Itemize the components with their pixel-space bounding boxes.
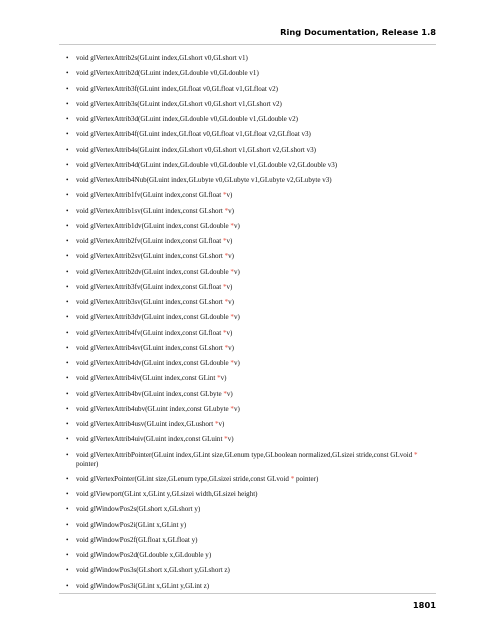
function-signature-tail: v) — [226, 191, 233, 200]
bullet-icon: • — [66, 130, 69, 139]
list-item — [66, 420, 438, 429]
list-item — [66, 85, 438, 94]
function-signature: void glVertexAttrib4usv(GLuint index,GLushort — [76, 420, 215, 428]
function-signature: void glWindowPos2i(GLint x,GLint y) — [76, 520, 187, 529]
list-item — [66, 344, 438, 353]
list-item — [66, 222, 438, 231]
function-signature: void glVertexAttrib4iv(GLuint index,const GLint — [76, 374, 218, 383]
pointer-asterisk: * — [230, 221, 234, 230]
list-item — [66, 130, 438, 139]
bullet-icon: • — [66, 237, 69, 245]
function-signature-tail: v) — [228, 252, 234, 261]
function-signature: void glVertexAttrib1fv(GLuint index,const GLfloat — [76, 191, 223, 200]
function-signature: void glWindowPos3i(GLint x,GLint y,GLint z) — [76, 581, 210, 590]
function-signature-tail: v) — [226, 389, 233, 398]
function-signature: void glVertexPointer(GLint size,GLenum type,GLsizei stride,const GLvoid — [76, 474, 291, 483]
function-signature: void glVertexAttrib4dv(GLuint index,const GLdouble — [76, 359, 231, 367]
list-item — [66, 54, 438, 63]
pointer-asterisk: * — [230, 359, 234, 367]
function-signature: void glVertexAttrib2sv(GLuint index,const GLshort — [76, 252, 225, 261]
bullet-icon: • — [66, 221, 69, 230]
list-item — [66, 390, 438, 399]
bullet-icon: • — [66, 374, 69, 383]
function-signature-tail: v) — [233, 267, 240, 276]
bullet-icon: • — [66, 69, 69, 78]
pointer-asterisk: * — [222, 237, 227, 245]
list-item — [66, 176, 438, 185]
bullet-icon: • — [66, 176, 69, 184]
bullet-icon: • — [66, 298, 69, 306]
bullet-icon: • — [66, 420, 69, 428]
list-item — [66, 490, 438, 499]
function-signature: void glVertexAttrib2dv(GLuint index,const GLdouble — [76, 267, 231, 276]
running-header: Ring Documentation, Release 1.8 — [280, 27, 436, 37]
pointer-asterisk: * — [224, 435, 228, 444]
bullet-icon: • — [66, 450, 69, 459]
function-signature-tail: v) — [220, 374, 227, 383]
function-signature: void glWindowPos3s(GLshort x,GLshort y,GLshort z) — [76, 566, 230, 575]
list-item — [66, 536, 438, 545]
list-item — [66, 359, 438, 368]
bullet-icon: • — [66, 520, 69, 529]
list-item — [66, 551, 438, 560]
list-item — [66, 521, 438, 530]
bullet-icon: • — [66, 115, 69, 123]
bullet-icon: • — [66, 99, 69, 108]
bullet-icon: • — [66, 54, 69, 62]
function-signature-tail: pointer) — [76, 459, 99, 468]
function-signature: void glVertexAttrib3s(GLuint index,GLshort v0,GLshort v1,GLshort v2) — [76, 99, 282, 108]
header-divider — [59, 44, 436, 45]
function-signature: void glVertexAttrib1dv(GLuint index,const GLdouble — [76, 221, 231, 230]
list-item — [66, 566, 438, 575]
function-signature-tail: v) — [226, 237, 233, 245]
list-item — [66, 69, 438, 78]
pointer-asterisk: * — [290, 474, 295, 483]
page-number: 1801 — [412, 600, 436, 610]
function-signature: void glWindowPos2s(GLshort x,GLshort y) — [76, 505, 201, 514]
pointer-asterisk: * — [222, 328, 227, 337]
bullet-icon: • — [66, 267, 69, 276]
function-signature: void glVertexAttrib4fv(GLuint index,const GLfloat — [76, 328, 223, 337]
function-signature: void glVertexAttrib4sv(GLuint index,const GLshort — [76, 343, 225, 352]
list-item — [66, 451, 438, 469]
list-item — [66, 237, 438, 246]
function-signature: void glVertexAttrib2d(GLuint index,GLdouble v0,GLdouble v1) — [76, 69, 259, 78]
bullet-icon: • — [66, 252, 69, 261]
function-signature: void glVertexAttrib4Nub(GLuint index,GLubyte v0,GLubyte v1,GLubyte v2,GLubyte v3) — [76, 176, 332, 184]
bullet-icon: • — [66, 535, 69, 544]
bullet-icon: • — [66, 404, 69, 413]
list-item — [66, 298, 438, 307]
function-signature: void glWindowPos2d(GLdouble x,GLdouble y) — [76, 551, 212, 559]
function-signature-tail: v) — [226, 328, 233, 337]
bullet-icon: • — [66, 359, 69, 367]
bullet-icon: • — [66, 84, 69, 93]
bullet-icon: • — [66, 282, 69, 291]
list-item — [66, 268, 438, 277]
bullet-icon: • — [66, 191, 69, 200]
bullet-icon: • — [66, 435, 69, 444]
bullet-icon: • — [66, 328, 69, 337]
function-signature: void glVertexAttrib2fv(GLuint index,const GLfloat — [76, 237, 223, 245]
function-signature: void glVertexAttribPointer(GLuint index,GLint size,GLenum type,GLboolean normalized,GLsizei stride,const GLvoid — [76, 450, 414, 459]
list-item — [66, 283, 438, 292]
list-item — [66, 207, 438, 216]
function-signature-tail: v) — [228, 298, 234, 306]
pointer-asterisk: * — [230, 313, 234, 322]
function-signature-tail: v) — [233, 359, 240, 367]
pointer-asterisk: * — [230, 267, 234, 276]
function-signature: void glVertexAttrib2s(GLuint index,GLshort v0,GLshort v1) — [76, 54, 248, 62]
list-item — [66, 475, 438, 484]
list-item — [66, 100, 438, 109]
bullet-icon: • — [66, 551, 69, 559]
bullet-icon: • — [66, 206, 69, 215]
bullet-icon: • — [66, 505, 69, 514]
function-signature: void glVertexAttrib4d(GLuint index,GLdouble v0,GLdouble v1,GLdouble v2,GLdouble v3) — [76, 160, 338, 169]
list-item — [66, 115, 438, 124]
function-signature-tail: v) — [233, 221, 240, 230]
footer-divider — [59, 593, 436, 594]
list-item — [66, 582, 438, 591]
function-signature: void glVertexAttrib4s(GLuint index,GLshort v0,GLshort v1,GLshort v2,GLshort v3) — [76, 145, 316, 154]
bullet-icon: • — [66, 160, 69, 169]
bullet-icon: • — [66, 474, 69, 483]
list-item — [66, 329, 438, 338]
function-signature: void glViewport(GLint x,GLint y,GLsizei width,GLsizei height) — [76, 490, 258, 498]
function-signature-tail: v) — [218, 420, 225, 428]
list-item — [66, 161, 438, 170]
function-signature-tail: v) — [227, 435, 234, 444]
pointer-asterisk: * — [217, 374, 221, 383]
pointer-asterisk: * — [224, 206, 229, 215]
function-signature: void glWindowPos2f(GLfloat x,GLfloat y) — [76, 535, 198, 544]
list-item — [66, 435, 438, 444]
function-signature: void glVertexAttrib4bv(GLuint index,const GLbyte — [76, 389, 224, 398]
list-item — [66, 191, 438, 200]
pointer-asterisk: * — [223, 389, 227, 398]
function-signature-tail: v) — [233, 313, 240, 322]
function-signature-tail: v) — [226, 282, 233, 291]
pointer-asterisk: * — [224, 343, 229, 352]
bullet-icon: • — [66, 566, 69, 575]
function-signature: void glVertexAttrib4f(GLuint index,GLfloat v0,GLfloat v1,GLfloat v2,GLfloat v3) — [76, 130, 311, 139]
pointer-asterisk: * — [222, 191, 227, 200]
function-list — [66, 54, 438, 597]
function-signature: void glVertexAttrib3f(GLuint index,GLfloat v0,GLfloat v1,GLfloat v2) — [76, 84, 278, 93]
function-signature-tail: v) — [228, 206, 234, 215]
function-signature: void glVertexAttrib4ubv(GLuint index,const GLubyte — [76, 404, 231, 413]
function-signature: void glVertexAttrib3d(GLuint index,GLdouble v0,GLdouble v1,GLdouble v2) — [76, 115, 298, 123]
bullet-icon: • — [66, 145, 69, 154]
pointer-asterisk: * — [413, 450, 418, 459]
function-signature: void glVertexAttrib3dv(GLuint index,const GLdouble — [76, 313, 231, 322]
list-item — [66, 505, 438, 514]
function-signature: void glVertexAttrib1sv(GLuint index,const GLshort — [76, 206, 225, 215]
list-item — [66, 374, 438, 383]
pointer-asterisk: * — [230, 404, 234, 413]
list-item — [66, 313, 438, 322]
function-signature-tail: v) — [228, 343, 234, 352]
list-item — [66, 405, 438, 414]
function-signature: void glVertexAttrib3fv(GLuint index,const GLfloat — [76, 282, 223, 291]
bullet-icon: • — [66, 581, 69, 590]
function-signature-tail: v) — [233, 404, 240, 413]
function-signature-tail: pointer) — [294, 474, 319, 483]
function-signature: void glVertexAttrib3sv(GLuint index,const GLshort — [76, 298, 225, 306]
pointer-asterisk: * — [222, 282, 227, 291]
bullet-icon: • — [66, 313, 69, 322]
list-item — [66, 252, 438, 261]
pointer-asterisk: * — [224, 252, 229, 261]
function-signature: void glVertexAttrib4uiv(GLuint index,const GLuint — [76, 435, 225, 444]
bullet-icon: • — [66, 343, 69, 352]
bullet-icon: • — [66, 389, 69, 398]
bullet-icon: • — [66, 490, 69, 498]
list-item — [66, 146, 438, 155]
pointer-asterisk: * — [224, 298, 229, 306]
pointer-asterisk: * — [214, 420, 219, 428]
